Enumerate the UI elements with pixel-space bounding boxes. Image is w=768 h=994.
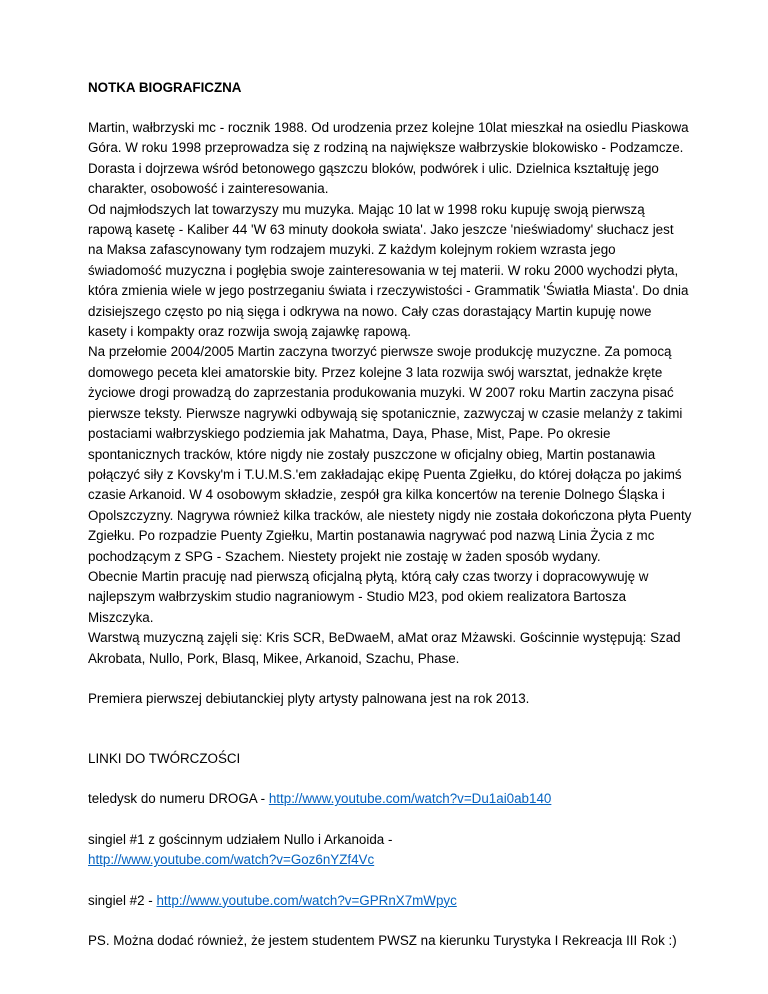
links-heading: LINKI DO TWÓRCZOŚCI bbox=[88, 751, 241, 767]
document-page bbox=[88, 78, 692, 951]
bio-heading: NOTKA BIOGRAFICZNA bbox=[88, 80, 242, 95]
premiere-note: Premiera pierwszej debiutanckiej plyty artysty palnowana jest na rok 2013. bbox=[88, 690, 530, 706]
bio-paragraph-2: Od najmłodszych lat towarzyszy mu muzyka. Mając 10 lat w 1998 roku kupuję swoją pierwszą rapową kasetę - Kaliber 44 'W 63 minuty dookoła swiata'. Jako jeszcze 'nieświadomy' słuchacz jest na Maksa zafascynowany tym rodzajem muzyki. Z każdym kolejnym rokiem wzrasta jego świadomość muzyczna i pogłębia swoje zainteresowania w tej materii. W roku 2000 wychodzi płyta, która zmienia wiele w jego postrzeganiu świata i rzeczywistości - Grammatik 'Światła Miasta'. Do dnia dzisiejszego często po nią sięga i odkrywa na nowo. Cały czas dorastający Martin kupuję nowe kasety i kompakty oraz rozwija swoją zajawkę rapową. bbox=[88, 201, 689, 340]
youtube-link-singiel-1[interactable]: http://www.youtube.com/watch?v=Goz6nYZf4Vc bbox=[88, 852, 375, 868]
bio-paragraph-5: Warstwą muzyczną zajęli się: Kris SCR, BeDwaeM, aMat oraz Mżawski. Gościnnie występują: Szad Akrobata, Nullo, Pork, Blasq, Mikee, Arkanoid, Szachu, Phase. bbox=[88, 630, 681, 666]
youtube-link-droga[interactable]: http://www.youtube.com/watch?v=Du1ai0ab140 bbox=[268, 791, 552, 807]
ps-note: PS. Można dodać również, że jestem studentem PWSZ na kierunku Turystyka I Rekreacja III Rok :) bbox=[88, 933, 677, 948]
bio-paragraph-4: Obecnie Martin pracuję nad pierwszą oficjalną płytą, którą cały czas tworzy i dopracowywuję w najlepszym wałbrzyskim studio nagraniowym - Studio M23, pod okiem realizatora Bartosza Miszczyka. bbox=[88, 568, 649, 625]
youtube-link-singiel-2[interactable]: http://www.youtube.com/watch?v=GPRnX7mWpyc bbox=[156, 892, 457, 908]
bio-section bbox=[88, 118, 692, 669]
link-item-droga bbox=[88, 789, 692, 809]
link-prefix: singiel #2 - bbox=[88, 892, 157, 908]
bio-paragraph-1: Martin, wałbrzyski mc - rocznik 1988. Od urodzenia przez kolejne 10lat mieszkał na osiedlu Piaskowa Góra. W roku 1998 przeprowadza się z rodziną na największe wałbrzyskie blokowisko - Podzamcze. Dorasta i dojrzewa wśród betonowego gąszczu bloków, podwórek i ulic. Dzielnica kształtuję jego charakter, osobowość i zainteresowania. bbox=[88, 120, 689, 197]
link-item-singiel-2 bbox=[88, 891, 692, 911]
link-prefix: singiel #1 z gościnnym udziałem Nullo i Arkanoida - bbox=[88, 831, 393, 847]
bio-paragraph-3: Na przełomie 2004/2005 Martin zaczyna tworzyć pierwsze swoje produkcję muzyczne. Za pomocą domowego peceta klei amatorskie bity. Przez kolejne 3 lata rozwija swój warsztat, jednakże kręte życiowe drogi prowadzą do zaprzestania produkowania muzyki. W 2007 roku Martin zaczyna pisać pierwsze teksty. Pierwsze nagrywki odbywają się spotanicznie, zazwyczaj w czasie melanży z takimi postaciami wałbrzyskiego podziemia jak Mahatma, Daya, Phase, Mist, Pape. Po okresie spontanicznych tracków, które nigdy nie zostały puszczone w oficjalny obieg, Martin postanawia połączyć siły z Kovsky'm i T.U.M.S.'em zakładając ekipę Puenta Zgiełku, do której dołącza po jakimś czasie Arkanoid. W 4 osobowym składzie, zespół gra kilka koncertów na terenie Dolnego Śląska i Opolszczyzny. Nagrywa również kilka tracków, ale niestety nigdy nie została dokończona płyta Puenty Zgiełku. Po rozpadzie Puenty Zgiełku, Martin postanawia nagrywać pod nazwą Linia Życia z mc pochodzącym z SPG - Szachem. Niestety projekt nie zostaję w żaden sposób wydany. bbox=[88, 344, 692, 564]
link-prefix: teledysk do numeru DROGA - bbox=[88, 791, 269, 807]
link-item-singiel-1 bbox=[88, 830, 692, 871]
